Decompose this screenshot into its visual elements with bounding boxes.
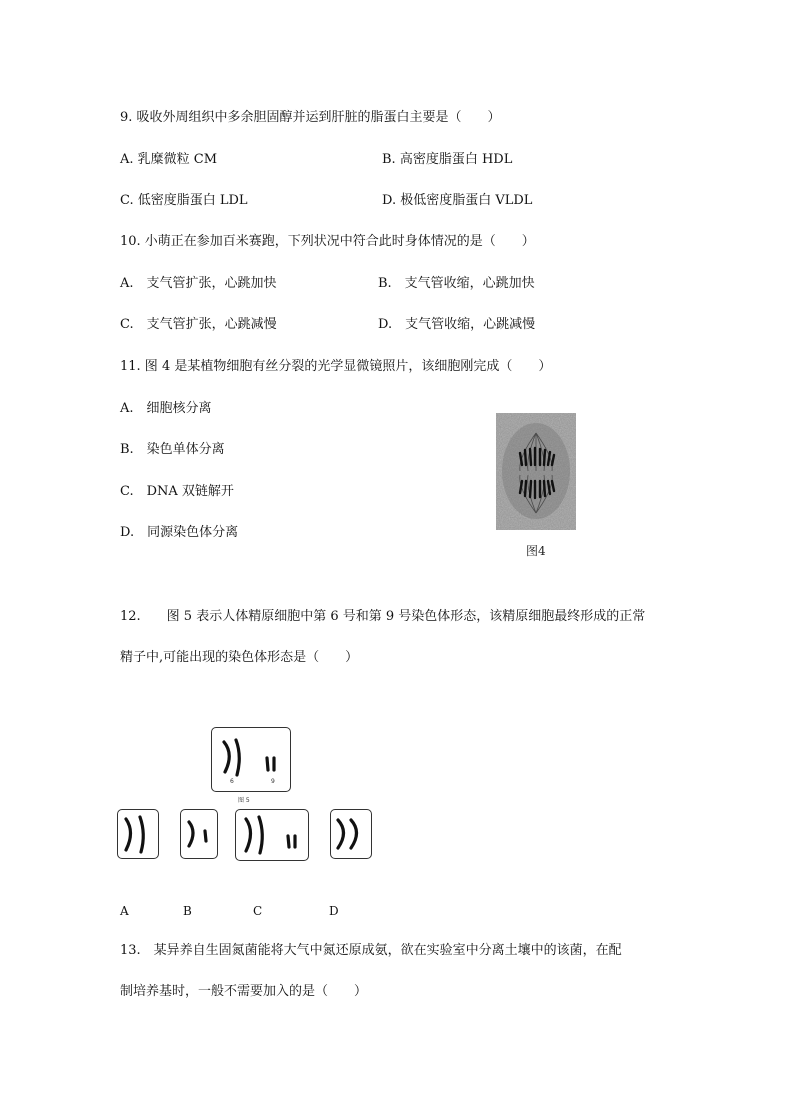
- q12-stem-line2: 精子中,可能出现的染色体形态是（ ）: [120, 650, 359, 665]
- q10-option-c: C. 支气管扩张，心跳减慢: [120, 317, 277, 332]
- q10-option-b: B. 支气管收缩，心跳加快: [378, 276, 535, 291]
- q13-stem-line1: 13. 某异养自生固氮菌能将大气中氮还原成氨，欲在实验室中分离土壤中的该菌，在配: [120, 943, 622, 958]
- q12-stem-line1: 12. 图 5 表示人体精原细胞中第 6 号和第 9 号染色体形态，该精原细胞最终形成的正常: [120, 609, 646, 624]
- q12-option-a-figure: [117, 809, 159, 859]
- q10-stem: 10. 小萌正在参加百米赛跑，下列状况中符合此时身体情况的是（ ）: [120, 234, 535, 249]
- figure-5-box: [211, 727, 291, 792]
- q11-stem: 11. 图 4 是某植物细胞有丝分裂的光学显微镜照片，该细胞刚完成（ ）: [120, 359, 552, 374]
- figure-5-caption: 图 5: [238, 797, 250, 804]
- figure-4-micrograph: [496, 413, 576, 530]
- q9-option-c: C. 低密度脂蛋白 LDL: [120, 193, 248, 208]
- q11-option-b: B. 染色单体分离: [120, 442, 225, 457]
- q11-option-c: C. DNA 双链解开: [120, 484, 234, 499]
- q12-option-d-figure: [330, 809, 372, 859]
- q12-label-d: D: [329, 904, 339, 918]
- q10-option-a: A. 支气管扩张，心跳加快: [120, 276, 277, 291]
- q11-option-d: D. 同源染色体分离: [120, 525, 239, 540]
- q12-label-a: A: [120, 904, 129, 918]
- chromosome-label-9: 9: [271, 778, 275, 785]
- q9-option-d: D. 极低密度脂蛋白 VLDL: [382, 193, 533, 208]
- q9-option-b: B. 高密度脂蛋白 HDL: [382, 152, 513, 167]
- q9-stem: 9. 吸收外周组织中多余胆固醇并运到肝脏的脂蛋白主要是（ ）: [120, 110, 501, 125]
- q13-stem-line2: 制培养基时，一般不需要加入的是（ ）: [120, 984, 368, 999]
- chromosome-label-6: 6: [230, 778, 234, 785]
- q12-option-c-figure: [235, 809, 309, 861]
- q11-option-a: A. 细胞核分离: [120, 401, 212, 416]
- q9-option-a: A. 乳糜微粒 CM: [120, 152, 218, 167]
- q12-label-c: C: [253, 904, 263, 918]
- q10-option-d: D. 支气管收缩，心跳减慢: [378, 317, 536, 332]
- q12-option-b-figure: [180, 809, 218, 859]
- figure-4-caption: 图4: [526, 544, 546, 558]
- q12-label-b: B: [183, 904, 192, 918]
